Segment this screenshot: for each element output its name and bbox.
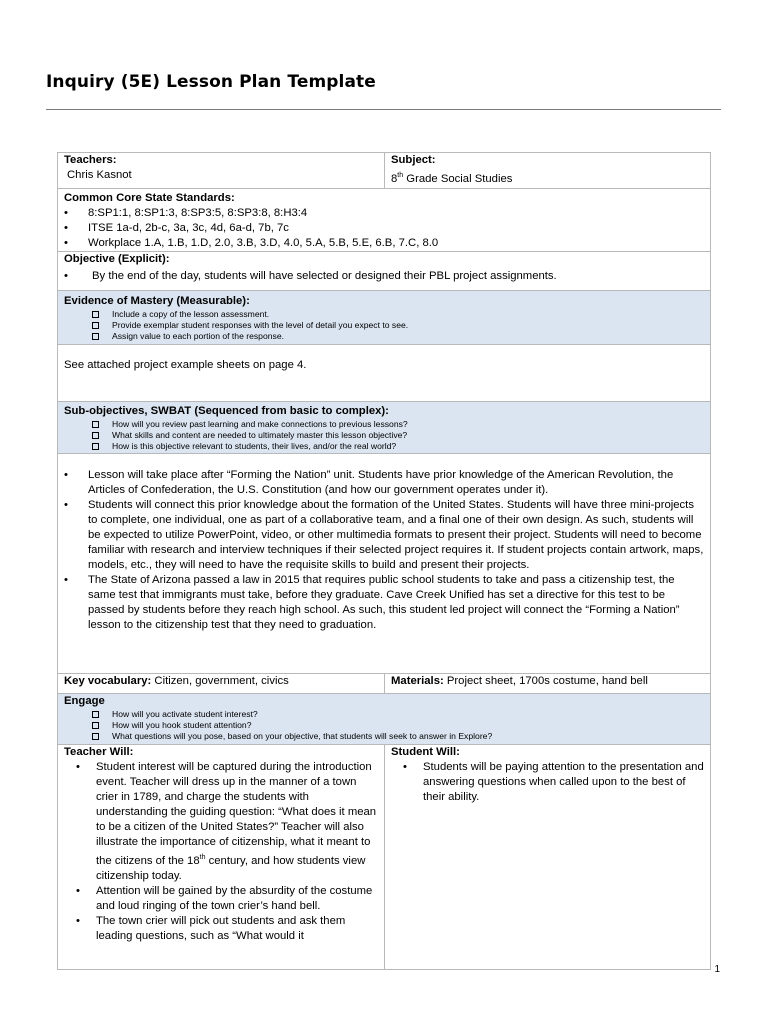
standards-cell	[58, 189, 711, 252]
subobjectives-prompt: How will you review past learning and make connections to previous lessons?	[64, 419, 704, 430]
objective-item: • By the end of the day, students will have selected or designed their PBL project assignments.	[64, 269, 704, 284]
standards-row	[58, 189, 711, 252]
subject-label: Subject:	[391, 154, 436, 166]
vocabulary-materials-row	[58, 674, 711, 694]
student-will-cell	[385, 745, 711, 970]
objective-cell	[58, 252, 711, 291]
engage-prompt: What questions will you pose, based on your objective, that students will seek to answer in Explore?	[64, 731, 704, 742]
subobjectives-body-row	[58, 454, 711, 674]
engage-label: Engage	[64, 695, 105, 707]
objective-list	[64, 269, 704, 284]
evidence-prompts	[64, 309, 704, 342]
student-will-label: Student Will:	[391, 746, 460, 758]
teacher-will-item: • Student interest will be captured during the introduction event. Teacher will dress up in the manner of a town crier in 1789, and charge the students with understanding the guiding question: “What does it mean to be a citizen of the United States?” Teacher will also illustrate the importance of citizenship, what it meant to the citizens of the 18th century, and how students view citizenship today.	[64, 760, 378, 884]
subobjectives-header-cell	[58, 402, 711, 454]
standards-item: • ITSE 1a-d, 2b-c, 3a, 3c, 4d, 6a-d, 7b, 7c	[64, 221, 704, 236]
evidence-body-row	[58, 345, 711, 402]
vocabulary-label: Key vocabulary:	[64, 675, 152, 687]
subobjectives-body-item: • Lesson will take place after “Forming the Nation” unit. Students have prior knowledge of the American Revolution, the Articles of Confederation, the U.S. Constitution (and how our government operates under it).	[64, 468, 704, 498]
teacher-student-row	[58, 745, 711, 970]
materials-cell	[385, 674, 711, 694]
student-will-list	[391, 760, 704, 805]
evidence-prompt: Include a copy of the lesson assessment.	[64, 309, 704, 320]
subobjectives-body-cell	[58, 454, 711, 674]
engage-prompt: How will you hook student attention?	[64, 720, 704, 731]
teachers-label: Teachers:	[64, 154, 117, 166]
teachers-subject-row	[58, 153, 711, 189]
materials-value: Project sheet, 1700s costume, hand bell	[443, 675, 648, 687]
teacher-will-list	[64, 760, 378, 944]
teacher-will-item: • The town crier will pick out students and ask them leading questions, such as “What would it	[64, 914, 378, 944]
subobjectives-header-row	[58, 402, 711, 454]
page-number: 1	[714, 964, 720, 975]
subject-grade-suffix: th	[397, 172, 404, 179]
title-divider	[46, 109, 721, 110]
student-will-item: • Students will be paying attention to the presentation and answering questions when called upon to the best of their ability.	[391, 760, 704, 805]
subobjectives-body-item: • The State of Arizona passed a law in 2015 that requires public school students to take and pass a citizenship test, the same test that immigrants must take, before they graduate. Cave Creek Unified has set a directive for this test to be passed by students before they reach high school. As such, this student led project will connect the “Forming a Nation” lesson to the citizenship test that they need to graduation.	[64, 573, 704, 633]
subobjectives-prompts	[64, 419, 704, 452]
standards-list	[64, 206, 704, 251]
vocabulary-cell	[58, 674, 385, 694]
subobjectives-body-item: • Students will connect this prior knowledge about the formation of the United States. Students will have three mini-projects to complete, one individual, one as part of a collaborative team, and a final one of their own design. As such, students will be expected to utilize PowerPoint, video, or other multimedia formats to present their project. Students will need to become familiar with research and interview techniques if their selected project requires it. If student projects contain artwork, maps, models, etc., they will need to have the requisite skills to build and present their projects.	[64, 498, 704, 573]
subobjectives-body-list	[64, 468, 704, 633]
subject-cell	[385, 153, 711, 189]
teachers-value: Chris Kasnot	[67, 169, 132, 181]
vocabulary-value: Citizen, government, civics	[151, 675, 289, 687]
evidence-body: See attached project example sheets on page 4.	[64, 359, 307, 371]
engage-header-row	[58, 694, 711, 745]
evidence-prompt: Assign value to each portion of the response.	[64, 331, 704, 342]
page-title: Inquiry (5E) Lesson Plan Template	[46, 72, 376, 92]
teacher-will-item: • Attention will be gained by the absurdity of the costume and loud ringing of the town crier’s hand bell.	[64, 884, 378, 914]
lesson-plan-table	[57, 152, 711, 970]
engage-prompts	[64, 709, 704, 742]
subject-grade-text: Grade Social Studies	[403, 172, 513, 185]
standards-label: Common Core State Standards:	[64, 192, 235, 204]
engage-header-cell	[58, 694, 711, 745]
evidence-body-cell	[58, 345, 711, 402]
objective-row	[58, 252, 711, 291]
evidence-header-row	[58, 291, 711, 345]
evidence-label: Evidence of Mastery (Measurable):	[64, 295, 250, 307]
objective-label: Objective (Explicit):	[64, 253, 170, 265]
teachers-cell	[58, 153, 385, 189]
subobjectives-prompt: How is this objective relevant to students, their lives, and/or the real world?	[64, 441, 704, 452]
teacher-will-label: Teacher Will:	[64, 746, 134, 758]
subject-grade-number: 8	[391, 172, 398, 185]
materials-label: Materials:	[391, 675, 444, 687]
teacher-will-cell	[58, 745, 385, 970]
engage-prompt: How will you activate student interest?	[64, 709, 704, 720]
evidence-header-cell	[58, 291, 711, 345]
subject-value	[391, 168, 704, 187]
evidence-prompt: Provide exemplar student responses with the level of detail you expect to see.	[64, 320, 704, 331]
standards-item: • Workplace 1.A, 1.B, 1.D, 2.0, 3.B, 3.D, 4.0, 5.A, 5.B, 5.E, 6.B, 7.C, 8.0	[64, 236, 704, 251]
subobjectives-prompt: What skills and content are needed to ultimately master this lesson objective?	[64, 430, 704, 441]
standards-item: • 8:SP1:1, 8:SP1:3, 8:SP3:5, 8:SP3:8, 8:H3:4	[64, 206, 704, 221]
subobjectives-label: Sub-objectives, SWBAT (Sequenced from basic to complex):	[64, 405, 389, 417]
